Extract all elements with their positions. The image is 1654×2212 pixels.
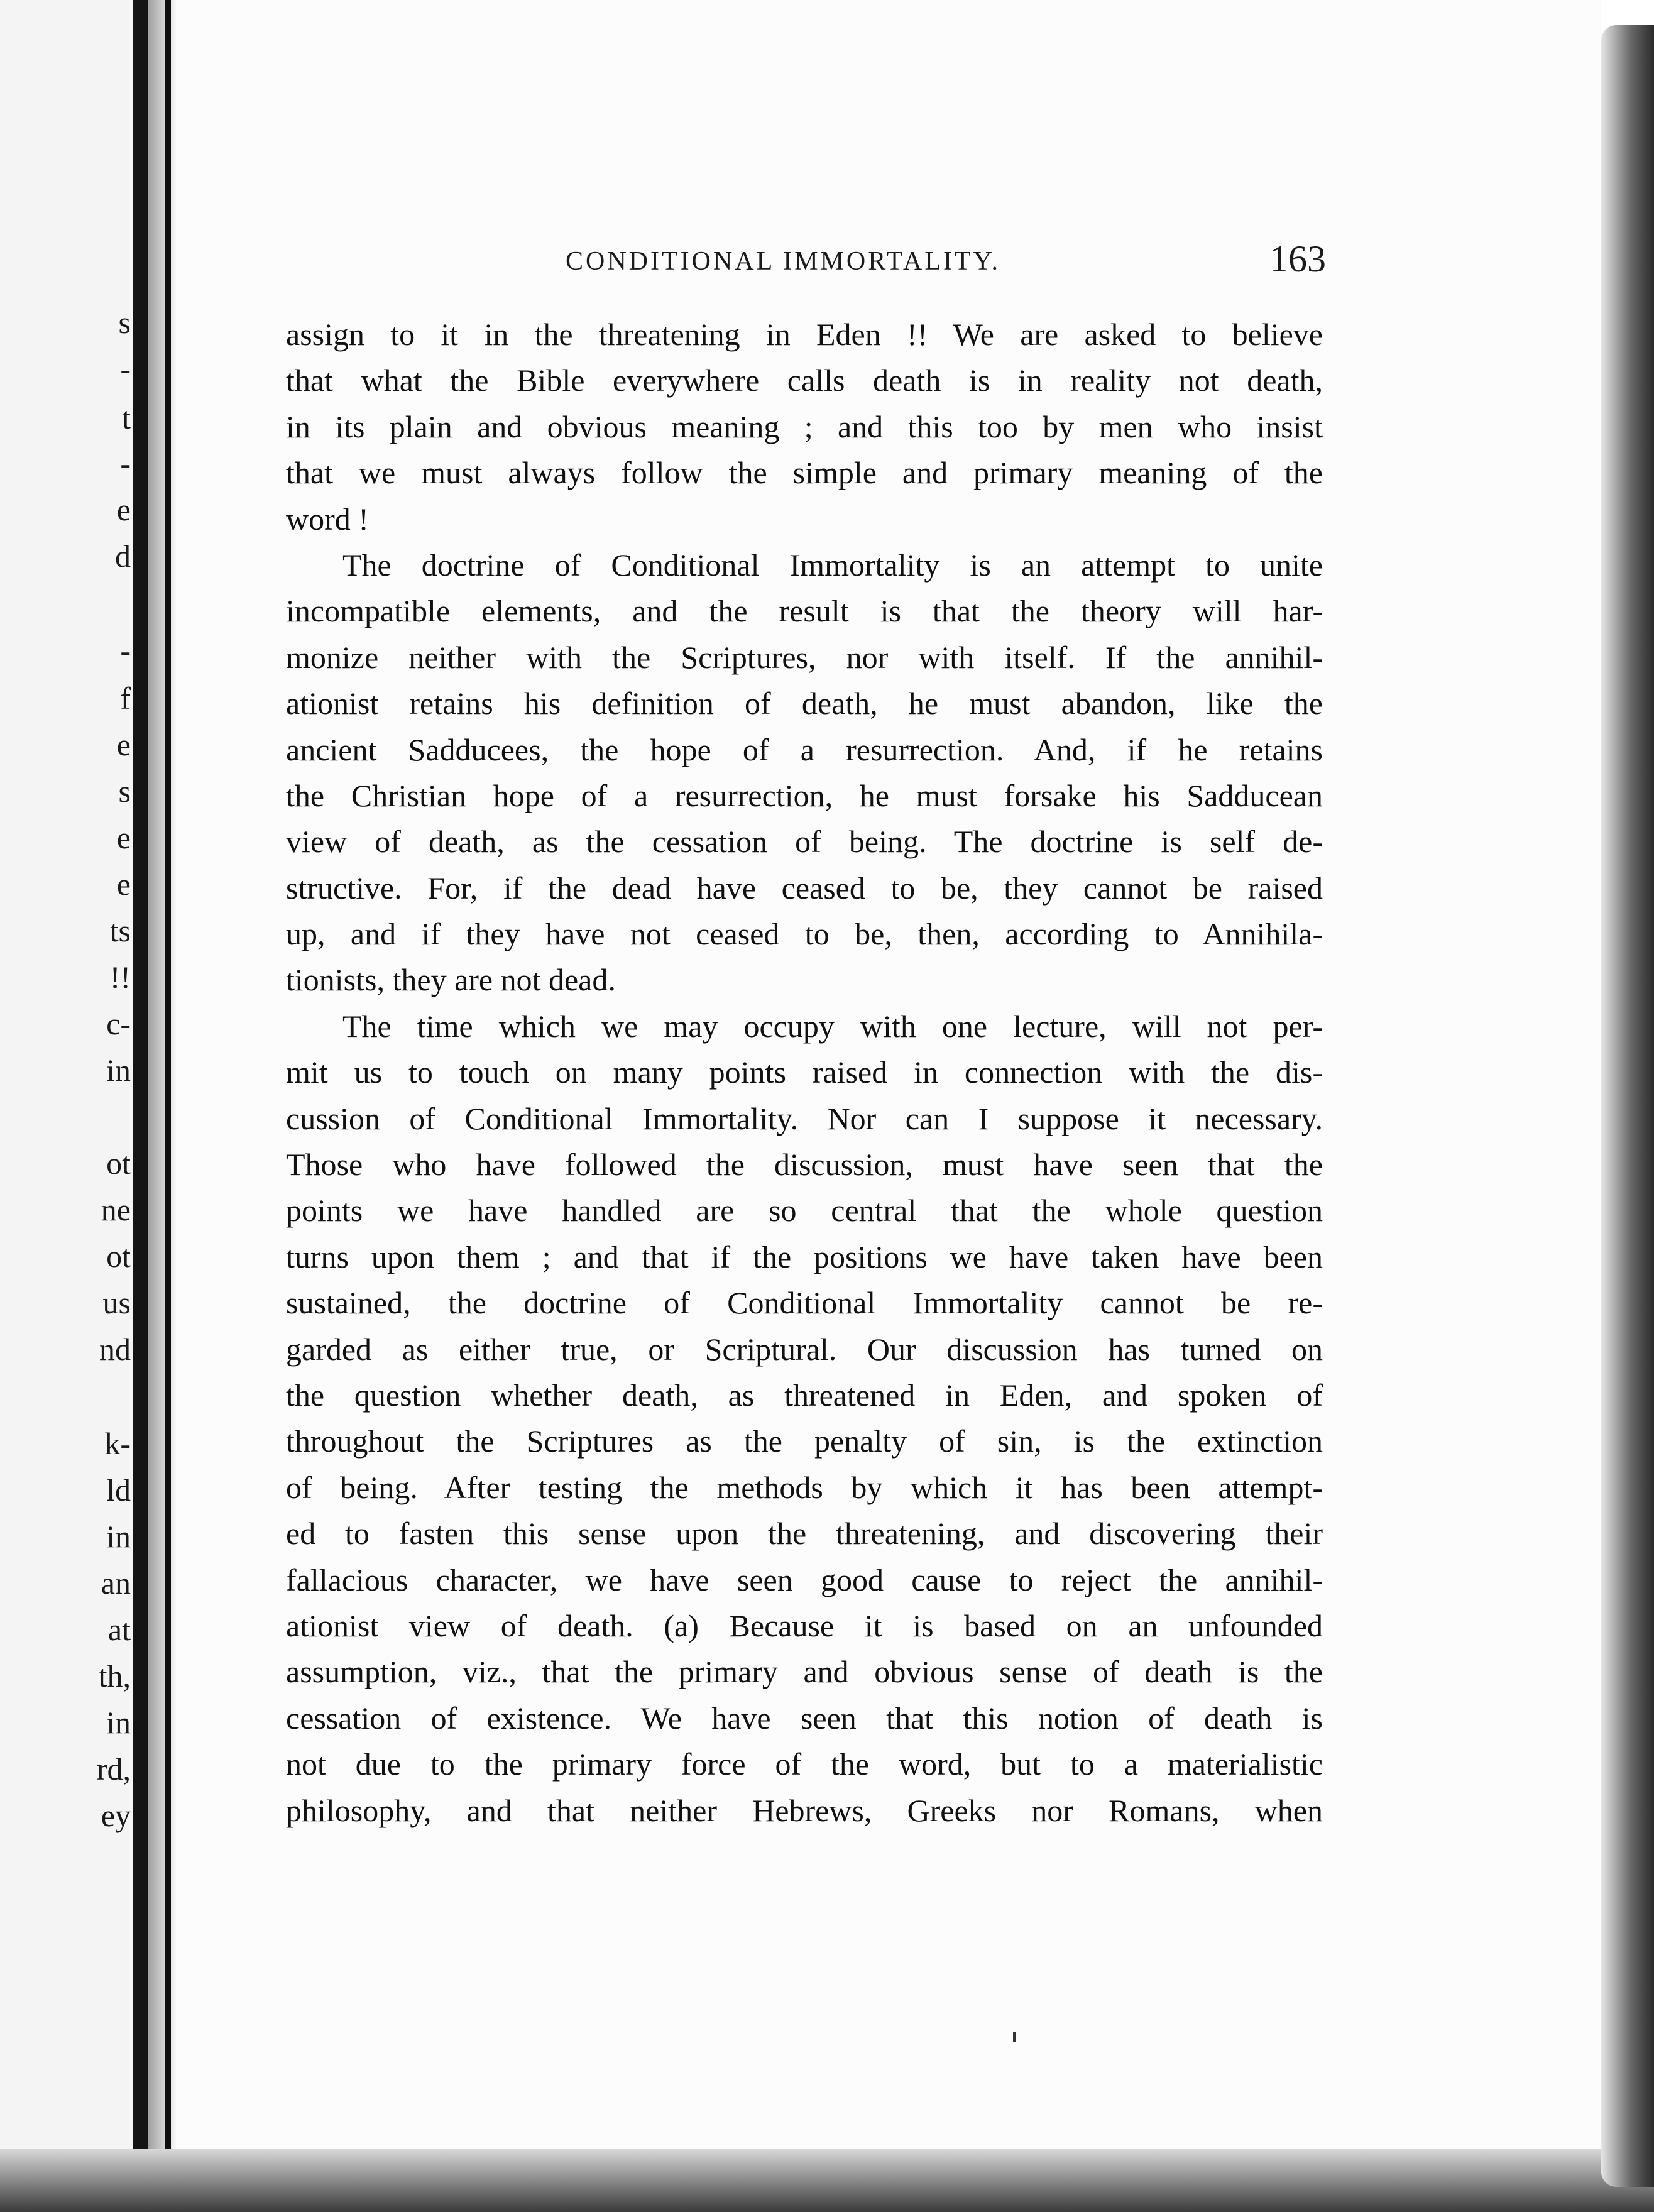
left-page-fragment: s (118, 305, 131, 340)
text-line: philosophy, and that neither Hebrews, Greeks nor Romans, when (286, 1792, 1323, 1828)
text-line: points we have handled are so central that the whole question (286, 1193, 1323, 1229)
text-line: tionists, they are not dead. (286, 962, 616, 998)
left-page-fragment: ot (106, 1239, 131, 1274)
page-bottom-edge (0, 2149, 1654, 2212)
text-line: that we must always follow the simple and primary meaning of the (286, 455, 1323, 491)
left-page-fragment: ne (101, 1192, 131, 1227)
left-facing-page (0, 0, 143, 2212)
left-page-fragment: ey (101, 1798, 131, 1833)
text-line: structive. For, if the dead have ceased to be, they cannot be raised (286, 870, 1323, 906)
text-line: The doctrine of Conditional Immortality is an attempt to unite (342, 547, 1323, 583)
left-page-fragment: c- (106, 1006, 131, 1041)
left-page-fragment: at (107, 1612, 131, 1647)
text-line: garded as either true, or Scriptural. Our discussion has turned on (286, 1331, 1323, 1367)
left-page-fragment: ot (106, 1146, 131, 1181)
text-line: of being. After testing the methods by which it has been attempt- (286, 1469, 1323, 1505)
running-title: CONDITIONAL IMMORTALITY. (566, 247, 1001, 276)
left-page-fragment: e (116, 820, 131, 855)
text-line: not due to the primary force of the word, but to a materialistic (286, 1746, 1323, 1782)
book-spine (133, 0, 148, 2212)
text-line: incompatible elements, and the result is that the theory will har- (286, 593, 1323, 629)
text-line: ationist retains his definition of death, he must abandon, like the (286, 686, 1323, 721)
text-line: cussion of Conditional Immortality. Nor can I suppose it necessary. (286, 1100, 1323, 1136)
left-page-fragment: - (120, 446, 131, 481)
text-line: mit us to touch on many points raised in connection with the dis- (286, 1054, 1323, 1090)
text-line: view of death, as the cessation of being. The doctrine is self de- (286, 824, 1323, 860)
text-line: throughout the Scriptures as the penalty of sin, is the extinction (286, 1423, 1323, 1459)
text-line: the Christian hope of a resurrection, he must forsake his Sadducean (286, 777, 1323, 813)
left-page-fragment: in (106, 1519, 131, 1554)
text-line: ed to fasten this sense upon the threatening, and discovering their (286, 1516, 1323, 1552)
text-line: turns upon them ; and that if the positions we have taken have been (286, 1239, 1323, 1274)
text-line: up, and if they have not ceased to be, then, according to Annihila- (286, 916, 1323, 952)
text-line: fallacious character, we have seen good cause to reject the annihil- (286, 1562, 1323, 1597)
left-page-fragment: nd (99, 1332, 131, 1367)
left-page-fragment: - (120, 633, 131, 668)
ink-speck (1013, 2032, 1016, 2042)
text-line: assign to it in the threatening in Eden !! We are asked to believe (286, 317, 1323, 352)
left-page-fragment: f (120, 681, 131, 716)
text-line: The time which we may occupy with one lecture, will not per- (342, 1008, 1323, 1044)
left-page-fragment: d (115, 539, 131, 574)
left-page-fragment: ts (109, 913, 131, 948)
text-line: assumption, viz., that the primary and obvious sense of death is the (286, 1654, 1323, 1690)
left-page-fragment: k- (104, 1426, 131, 1461)
left-page-fragment: e (116, 727, 131, 762)
left-page-fragment: - (120, 351, 131, 386)
left-page-fragment: in (106, 1705, 131, 1740)
body-text (286, 312, 1323, 1834)
left-page-fragment: t (122, 400, 131, 435)
text-line: in its plain and obvious meaning ; and this too by men who insist (286, 408, 1323, 444)
left-page-fragment: e (116, 867, 131, 902)
page-number: 163 (1269, 238, 1326, 280)
text-line: monize neither with the Scriptures, nor with itself. If the annihil- (286, 639, 1323, 675)
text-line: ancient Sadducees, the hope of a resurrection. And, if he retains (286, 731, 1323, 767)
gutter-shadow (148, 0, 176, 2212)
left-page-fragment: th, (98, 1658, 131, 1694)
left-page-fragment: ld (106, 1472, 131, 1508)
text-line: the question whether death, as threatened in Eden, and spoken of (286, 1377, 1323, 1413)
text-line: Those who have followed the discussion, must have seen that the (286, 1147, 1323, 1183)
text-line: cessation of existence. We have seen that this notion of death is (286, 1700, 1323, 1736)
page-right-edge (1601, 25, 1654, 2187)
left-page-fragment: !! (109, 960, 131, 995)
left-page-fragment: s (118, 774, 131, 809)
left-page-fragment: e (116, 492, 131, 527)
text-line: that what the Bible everywhere calls death is in reality not death, (286, 363, 1323, 398)
text-line: word ! (286, 501, 369, 537)
left-page-fragment: in (106, 1053, 131, 1088)
left-page-fragment: an (101, 1565, 131, 1601)
text-line: ationist view of death. (a) Because it is based on an unfounded (286, 1607, 1323, 1643)
text-line: sustained, the doctrine of Conditional Immortality cannot be re- (286, 1285, 1323, 1321)
gutter-line (165, 0, 171, 2212)
left-page-fragment: us (102, 1285, 131, 1320)
left-page-fragment: rd, (96, 1751, 131, 1787)
